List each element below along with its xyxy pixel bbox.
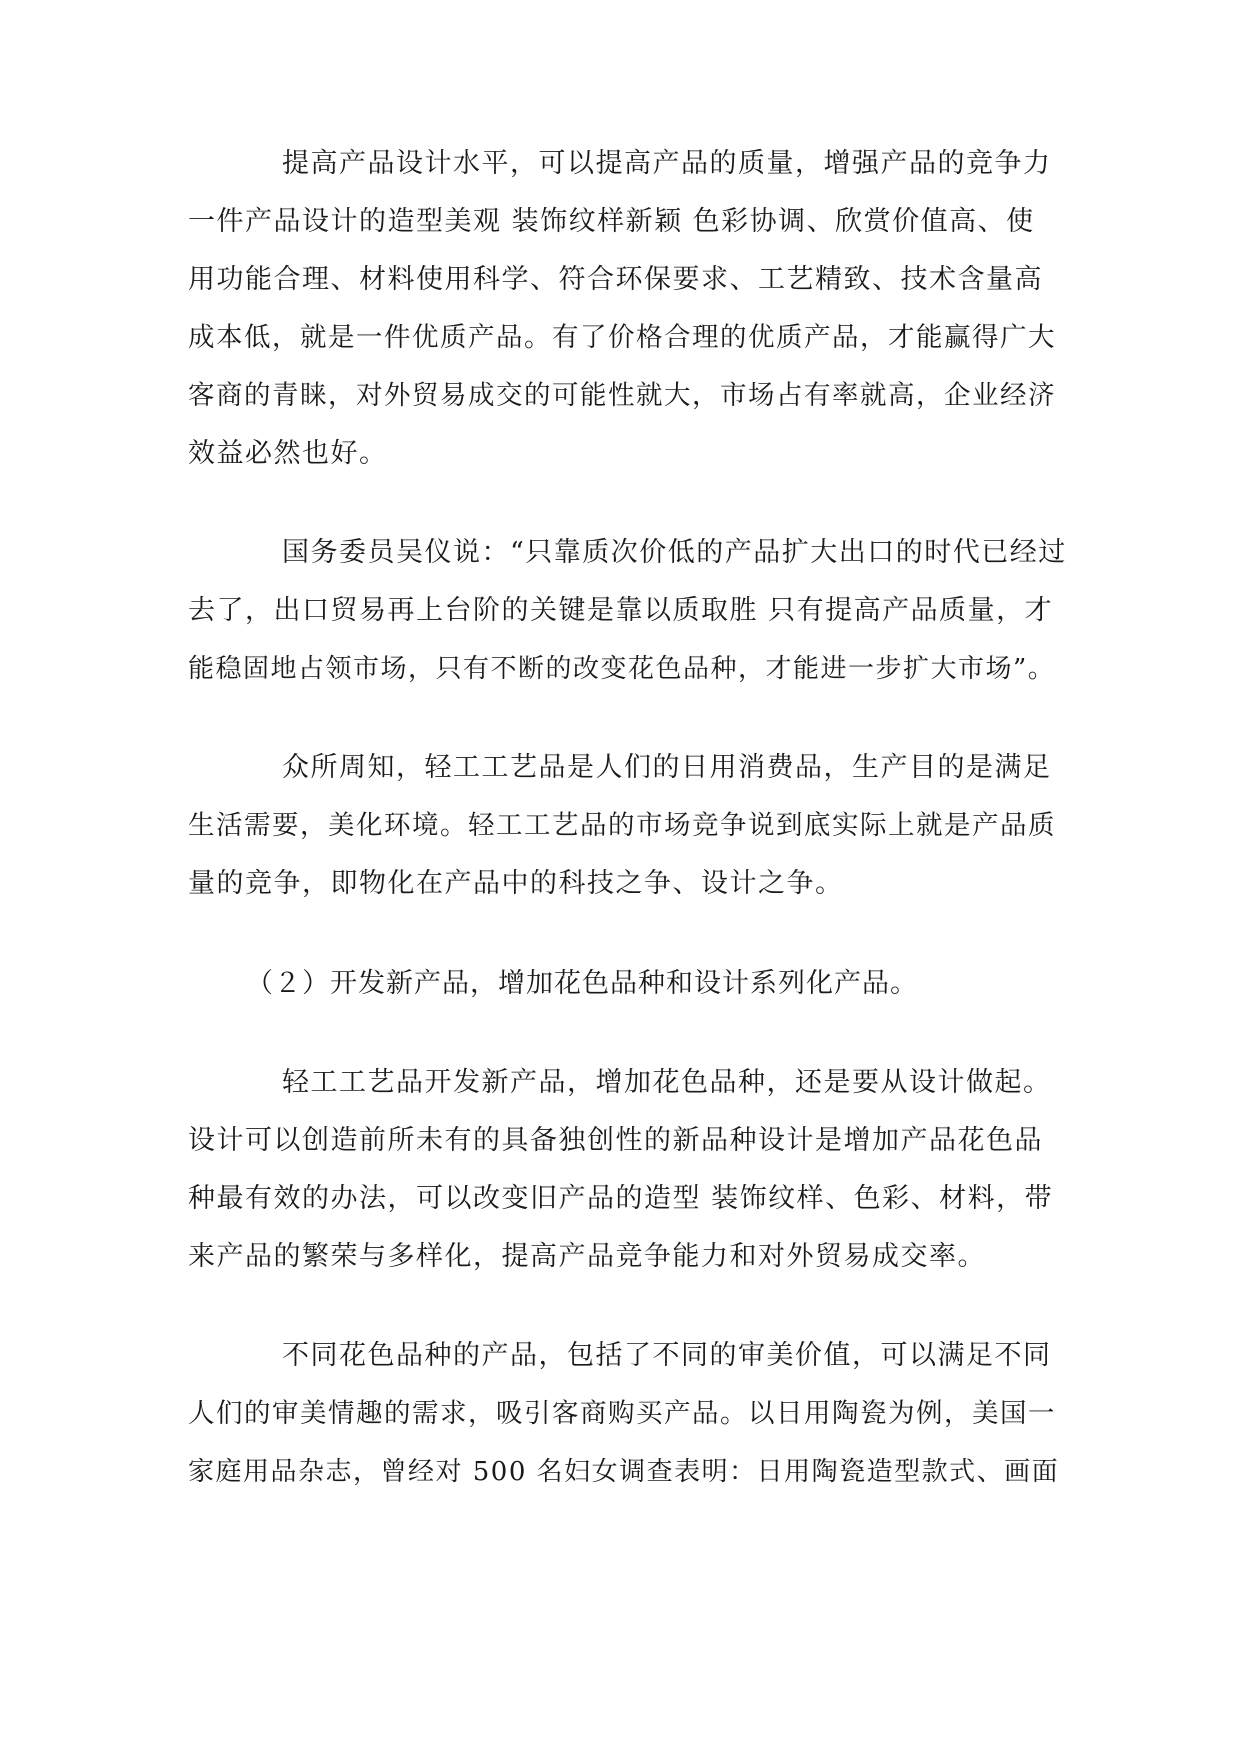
text-line: 去了，出口贸易再上台阶的关键是靠以质取胜 只有提高产品质量，才 [188, 595, 1054, 626]
text-line: 一件产品设计的造型美观 装饰纹样新颖 色彩协调、欣赏价值高、使 [188, 206, 1035, 237]
text-line: 人们的审美情趣的需求，吸引客商购买产品。以日用陶瓷为例，美国一 [188, 1398, 1056, 1429]
text-line: 家庭用品杂志，曾经对 500 名妇女调查表明：日用陶瓷造型款式、画面 [188, 1457, 1060, 1487]
section-heading: （２）开发新产品，增加花色品种和设计系列化产品。 [246, 968, 918, 999]
text-line: 效益必然也好。 [188, 438, 388, 469]
text-line: 用功能合理、材料使用科学、符合环保要求、工艺精致、技术含量高 [188, 264, 1043, 295]
text-line: 国务委员吴仪说：“只靠质次价低的产品扩大出口的时代已经过 [282, 537, 1067, 568]
text-line: 生活需要，美化环境。轻工工艺品的市场竞争说到底实际上就是产品质 [188, 810, 1056, 841]
text-line: 设计可以创造前所未有的具备独创性的新品种设计是增加产品花色品 [188, 1125, 1043, 1156]
text-line: 客商的青睐，对外贸易成交的可能性就大，市场占有率就高，企业经济 [188, 380, 1056, 411]
text-line: 众所周知，轻工工艺品是人们的日用消费品，生产目的是满足 [282, 752, 1052, 783]
text-line: 量的竞争，即物化在产品中的科技之争、设计之争。 [188, 868, 844, 899]
text-line: 能稳固地占领市场，只有不断的改变花色品种，才能进一步扩大市场”。 [188, 654, 1056, 684]
text-line: 不同花色品种的产品，包括了不同的审美价值，可以满足不同 [282, 1340, 1052, 1371]
text-line: 种最有效的办法，可以改变旧产品的造型 装饰纹样、色彩、材料，带 [188, 1183, 1054, 1214]
text-line: 来产品的繁荣与多样化，提高产品竞争能力和对外贸易成交率。 [188, 1241, 986, 1272]
text-line: 提高产品设计水平，可以提高产品的质量，增强产品的竞争力 [282, 148, 1052, 179]
text-line: 成本低，就是一件优质产品。有了价格合理的优质产品，才能赢得广大 [188, 322, 1056, 353]
text-line: 轻工工艺品开发新产品，增加花色品种，还是要从设计做起。 [282, 1067, 1052, 1098]
